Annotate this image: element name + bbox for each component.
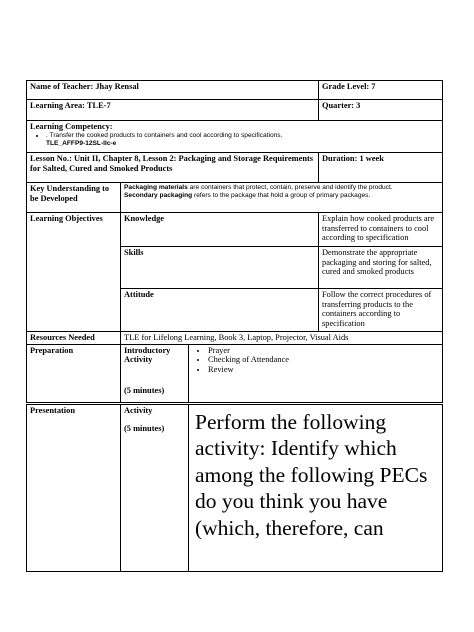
resources-label: Resources Needed	[27, 332, 121, 345]
preparation-label: Preparation	[27, 344, 121, 403]
knowledge-text: Explain how cooked products are transferred to containers to cool according to specification	[319, 213, 443, 247]
attitude-text: Follow the correct procedures of transferring products to the containers according to specification	[319, 289, 443, 332]
introductory-activity	[121, 344, 189, 403]
presentation-activity	[121, 403, 189, 571]
key-understanding-text	[121, 183, 443, 213]
presentation-minutes: (5 minutes)	[124, 424, 165, 434]
presentation-activity-label: Activity	[124, 405, 153, 415]
presentation-label: Presentation	[27, 403, 121, 571]
presentation-text: Perform the following activity: Identify which among the following PECs do you think you have (which, therefore, can	[189, 403, 443, 571]
attitude-label: Attitude	[121, 289, 319, 332]
competency-code: TLE_AFFP9-12SL-IIc-e	[46, 139, 117, 147]
key-understanding-label: Key Understanding to be Developed	[27, 183, 121, 213]
resources-text: TLE for Lifelong Learning, Book 3, Laptop, Projector, Visual Aids	[121, 332, 443, 345]
duration: Duration: 1 week	[319, 153, 443, 183]
grade-level: Grade Level: 7	[319, 81, 443, 100]
preparation-item: • Review	[208, 365, 439, 375]
learning-area: Learning Area: TLE-7	[27, 100, 319, 121]
packaging-materials-term: Packaging materials	[124, 184, 188, 191]
secondary-packaging-term: Secondary packaging	[124, 192, 193, 199]
learning-competency	[27, 121, 443, 153]
quarter: Quarter: 3	[319, 100, 443, 121]
skills-text: Demonstrate the appropriate packaging and storing for salted, cured and smoked products	[319, 247, 443, 289]
lesson-title: Lesson No.: Unit II, Chapter 8, Lesson 2: Packaging and Storage Requirements for Salted, Cured and Smoked Products	[27, 153, 319, 183]
key-understanding-line-1	[124, 184, 439, 192]
preparation-item: • Checking of Attendance	[208, 355, 439, 365]
secondary-packaging-definition: refers to the package that hold a group of primary packages.	[192, 192, 371, 199]
preparation-list	[189, 344, 443, 403]
competency-item: • . Transfer the cooked products to containers and cool according to specifications.	[46, 132, 439, 140]
learning-objectives-label: Learning Objectives	[27, 213, 121, 332]
teacher-name: Name of Teacher: Jhay Rensal	[27, 81, 319, 100]
skills-label: Skills	[121, 247, 319, 289]
key-understanding-line-2	[124, 192, 439, 200]
introductory-activity-label: Introductory Activity	[124, 345, 171, 365]
lesson-plan-table	[26, 80, 443, 572]
competency-label: Learning Competency:	[30, 122, 113, 131]
preparation-item: • Prayer	[208, 346, 439, 356]
preparation-minutes: (5 minutes)	[124, 385, 165, 395]
packaging-materials-definition: are containers that protect, contain, preserve and identify the product.	[187, 184, 393, 191]
knowledge-label: Knowledge	[121, 213, 319, 247]
